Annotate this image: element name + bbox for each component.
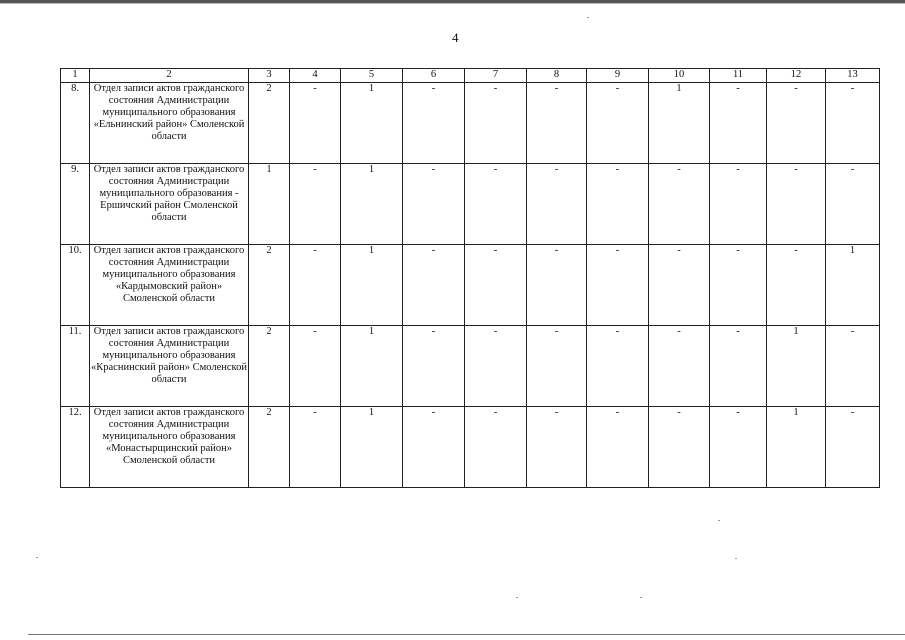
column-header: 12 (767, 69, 826, 83)
table-cell: - (290, 164, 341, 245)
table-cell: - (710, 245, 767, 326)
column-header: 2 (90, 69, 249, 83)
column-header: 4 (290, 69, 341, 83)
column-header: 8 (527, 69, 587, 83)
table-cell: - (290, 245, 341, 326)
scan-edge-top-light (0, 3, 905, 4)
table-row (61, 245, 880, 326)
column-header: 13 (826, 69, 880, 83)
table-cell: - (826, 407, 880, 488)
office-name: Отдел записи актов гражданского состояния Администрации муниципального образования - Ершичский район Смоленской области (90, 164, 249, 245)
table-cell: - (527, 164, 587, 245)
table-cell: 1 (341, 245, 403, 326)
table-row (61, 164, 880, 245)
office-name: Отдел записи актов гражданского состояния Администрации муниципального образования «Монастырщинский район» Смоленской области (90, 407, 249, 488)
table-cell: - (649, 164, 710, 245)
table-cell: - (649, 245, 710, 326)
table-row (61, 326, 880, 407)
table-cell: 1 (341, 326, 403, 407)
office-name: Отдел записи актов гражданского состояния Администрации муниципального образования «Краснинский район» Смоленской области (90, 326, 249, 407)
scan-speck (587, 17, 589, 18)
page-number: 4 (452, 30, 459, 45)
column-header: 1 (61, 69, 90, 83)
table-cell: - (403, 164, 465, 245)
table-cell: 1 (649, 83, 710, 164)
table-cell: - (587, 164, 649, 245)
table-cell: - (767, 164, 826, 245)
column-header: 9 (587, 69, 649, 83)
table-cell: 2 (249, 245, 290, 326)
row-number: 11. (61, 326, 90, 407)
table-cell: - (587, 83, 649, 164)
scan-speck (718, 520, 720, 521)
table-cell: - (465, 83, 527, 164)
table-row (61, 407, 880, 488)
table-cell: 1 (767, 407, 826, 488)
table-cell: - (826, 83, 880, 164)
table-cell: - (290, 326, 341, 407)
table-cell: - (527, 245, 587, 326)
table-cell: - (527, 83, 587, 164)
row-number: 9. (61, 164, 90, 245)
table-cell: 1 (341, 164, 403, 245)
table-cell: - (767, 245, 826, 326)
column-header: 5 (341, 69, 403, 83)
table-cell: - (767, 83, 826, 164)
table-cell: 1 (249, 164, 290, 245)
table-cell: - (465, 164, 527, 245)
table-cell: 1 (826, 245, 880, 326)
scan-speck (640, 597, 642, 598)
row-number: 10. (61, 245, 90, 326)
table-cell: - (290, 407, 341, 488)
table-cell: - (649, 326, 710, 407)
column-header: 3 (249, 69, 290, 83)
table-cell: - (587, 407, 649, 488)
table-row (61, 83, 880, 164)
table-cell: - (710, 164, 767, 245)
table-cell: 2 (249, 326, 290, 407)
office-name: Отдел записи актов гражданского состояния Администрации муниципального образования «Ельнинский район» Смоленской области (90, 83, 249, 164)
column-header: 6 (403, 69, 465, 83)
table-cell: - (290, 83, 341, 164)
scan-speck (516, 597, 518, 598)
table-cell: - (826, 164, 880, 245)
table-cell: 1 (767, 326, 826, 407)
table-cell: - (587, 326, 649, 407)
table-cell: - (465, 407, 527, 488)
table-cell: 1 (341, 83, 403, 164)
row-number: 8. (61, 83, 90, 164)
row-number: 12. (61, 407, 90, 488)
table-cell: - (649, 407, 710, 488)
table-cell: - (587, 245, 649, 326)
table-cell: - (527, 326, 587, 407)
office-name: Отдел записи актов гражданского состояния Администрации муниципального образования «Кардымовский район» Смоленской области (90, 245, 249, 326)
table-cell: - (403, 407, 465, 488)
table-cell: 2 (249, 407, 290, 488)
table-cell: - (403, 326, 465, 407)
table-cell: 1 (341, 407, 403, 488)
table-cell: - (465, 326, 527, 407)
column-header: 7 (465, 69, 527, 83)
scan-edge-bottom (28, 634, 905, 635)
table-cell: - (403, 245, 465, 326)
table-cell: - (527, 407, 587, 488)
column-header: 10 (649, 69, 710, 83)
scan-speck (36, 557, 38, 558)
table-cell: - (710, 326, 767, 407)
header-row (61, 69, 880, 83)
table-cell: - (710, 83, 767, 164)
column-header: 11 (710, 69, 767, 83)
table-cell: - (826, 326, 880, 407)
table-cell: - (710, 407, 767, 488)
table-cell: 2 (249, 83, 290, 164)
registry-table (60, 68, 880, 488)
scan-speck (735, 558, 737, 559)
table-cell: - (403, 83, 465, 164)
table-cell: - (465, 245, 527, 326)
